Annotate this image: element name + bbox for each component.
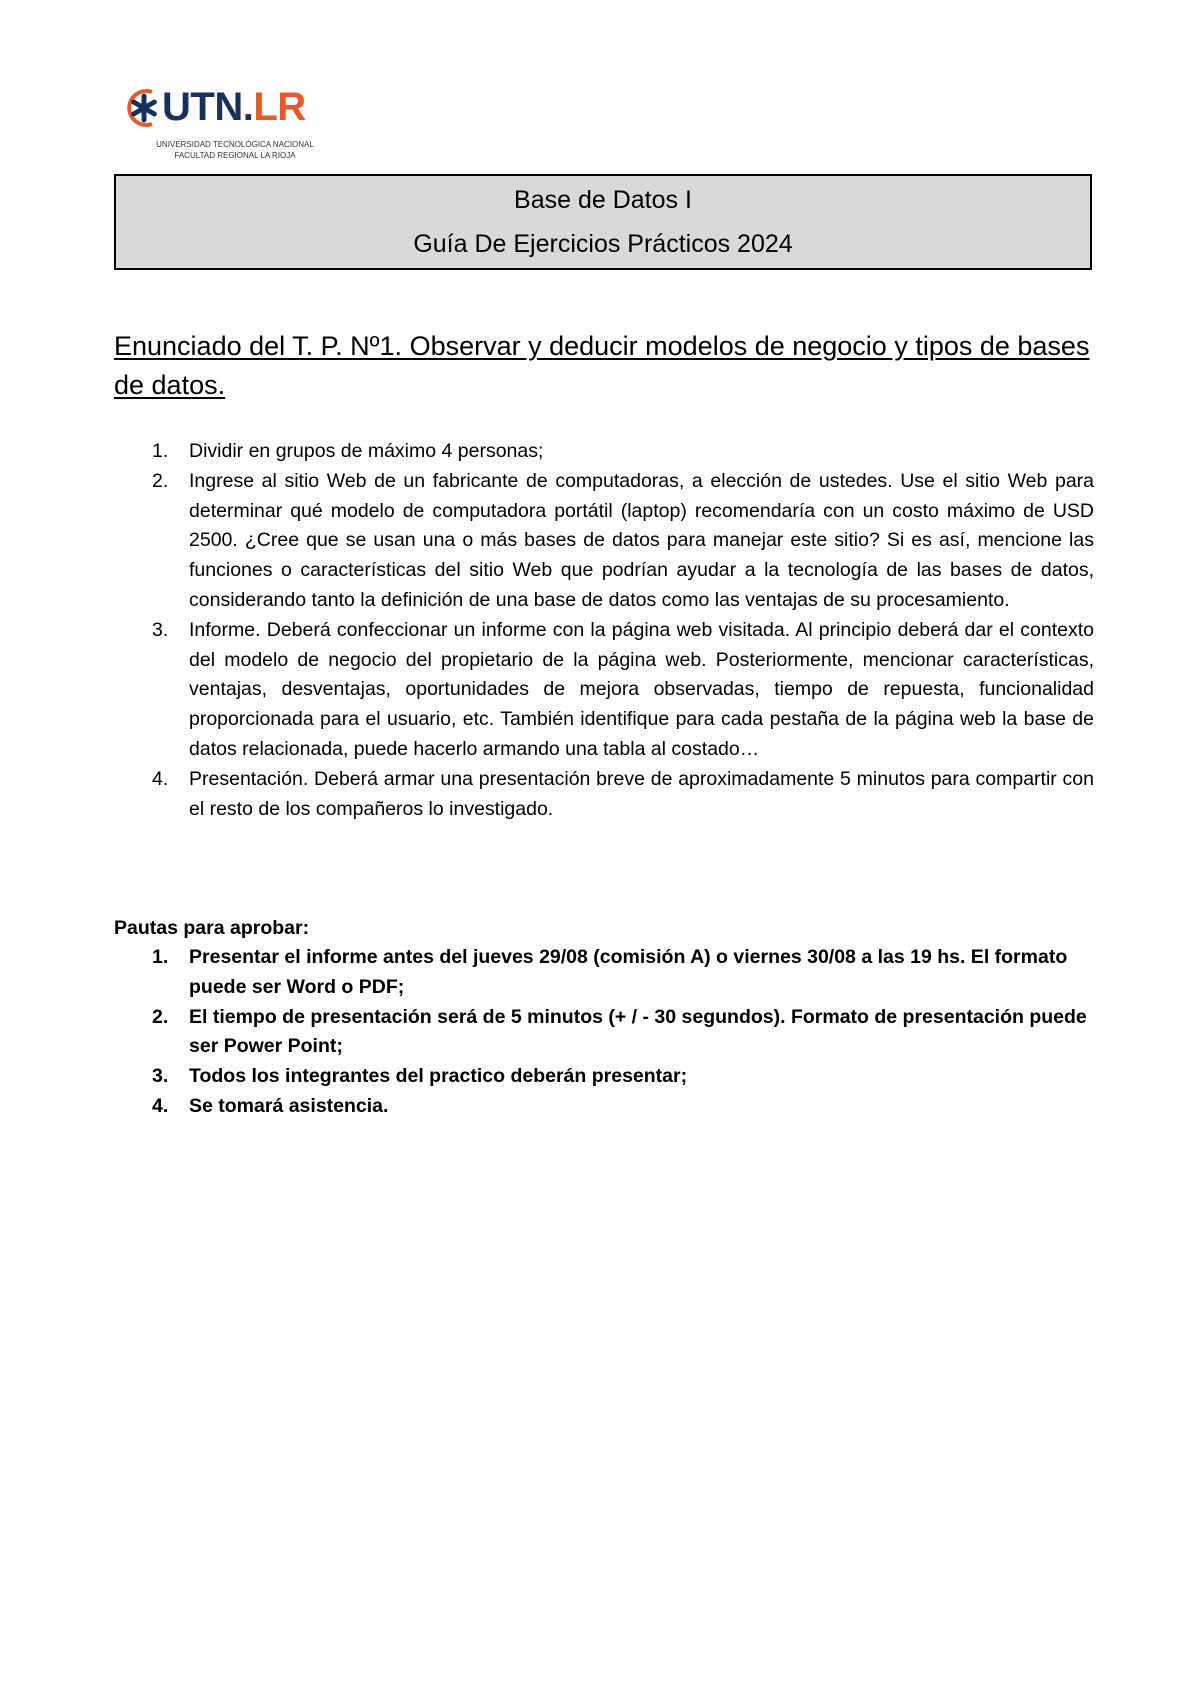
list-item <box>114 1092 1094 1122</box>
item-text: Dividir en grupos de máximo 4 personas; <box>189 440 544 462</box>
item-text: El tiempo de presentación será de 5 minutos (+ / - 30 segundos). Formato de presentación puede ser Power Point; <box>189 1005 1087 1058</box>
item-text: Presentación. Deberá armar una presentación breve de aproximadamente 5 minutos para compartir con el resto de los compañeros lo investigado. <box>189 767 1094 820</box>
pautas-title: Pautas para aprobar: <box>114 917 310 939</box>
item-text: Presentar el informe antes del jueves 29/08 (comisión A) o viernes 30/08 a las 19 hs. El formato puede ser Word o PDF; <box>189 946 1068 998</box>
course-title: Base de Datos I <box>514 186 692 214</box>
list-item <box>114 467 1094 616</box>
logo-subtitle-university: UNIVERSIDAD TECNOLÓGICA NACIONAL <box>156 140 314 149</box>
assignment-heading: Enunciado del T. P. Nº1. Observar y deducir modelos de negocio y tipos de bases de datos. <box>114 331 1090 400</box>
item-text: Se tomará asistencia. <box>189 1094 389 1117</box>
instructions-list <box>114 437 1094 824</box>
item-text: Todos los integrantes del practico deberán presentar; <box>189 1065 688 1088</box>
title-box <box>114 174 1092 270</box>
item-text: Ingrese al sitio Web de un fabricante de computadoras, a elección de ustedes. Use el sitio Web para determinar qué modelo de computadora portátil (laptop) recomendaría con un costo máximo de USD 2500. ¿Cree que se usan una o más bases de datos para manejar este sitio? Si es así, mencione las funciones o características del sitio Web que podrían ayudar a la tecnología de las bases de datos, considerando tanto la definición de una base de datos como las ventajas de su procesamiento. <box>189 469 1094 611</box>
logo-wordmark: UTN.LR <box>162 85 306 129</box>
utn-logo <box>122 82 322 162</box>
item-text: Informe. Deberá confeccionar un informe con la página web visitada. Al principio deberá dar el contexto del modelo de negocio del propietario de la página web. Posteriormente, mencionar características, ventajas, desventajas, oportunidades de mejora observadas, tiempo de repuesta, funcionalidad proporcionada para el usuario, etc. También identifique para cada pestaña de la página web la base de datos relacionada, puede hacerlo armando una tabla al costado… <box>189 618 1094 760</box>
item-number: 4. <box>152 767 169 790</box>
guide-title: Guía De Ejercicios Prácticos 2024 <box>413 230 793 258</box>
pautas-list <box>114 943 1094 1122</box>
list-item <box>114 1003 1094 1063</box>
item-number: 3. <box>152 1065 169 1088</box>
item-number: 1. <box>152 440 169 462</box>
item-number: 2. <box>152 1005 169 1028</box>
list-item <box>114 616 1094 765</box>
utn-emblem-icon <box>122 86 166 130</box>
item-number: 2. <box>152 469 169 492</box>
item-number: 3. <box>152 618 169 641</box>
list-item <box>114 765 1094 825</box>
list-item <box>114 943 1094 1003</box>
item-number: 4. <box>152 1094 169 1117</box>
list-item <box>114 1062 1094 1092</box>
item-number: 1. <box>152 946 169 968</box>
list-item <box>114 437 1094 467</box>
logo-subtitle-faculty: FACULTAD REGIONAL LA RIOJA <box>174 151 296 160</box>
